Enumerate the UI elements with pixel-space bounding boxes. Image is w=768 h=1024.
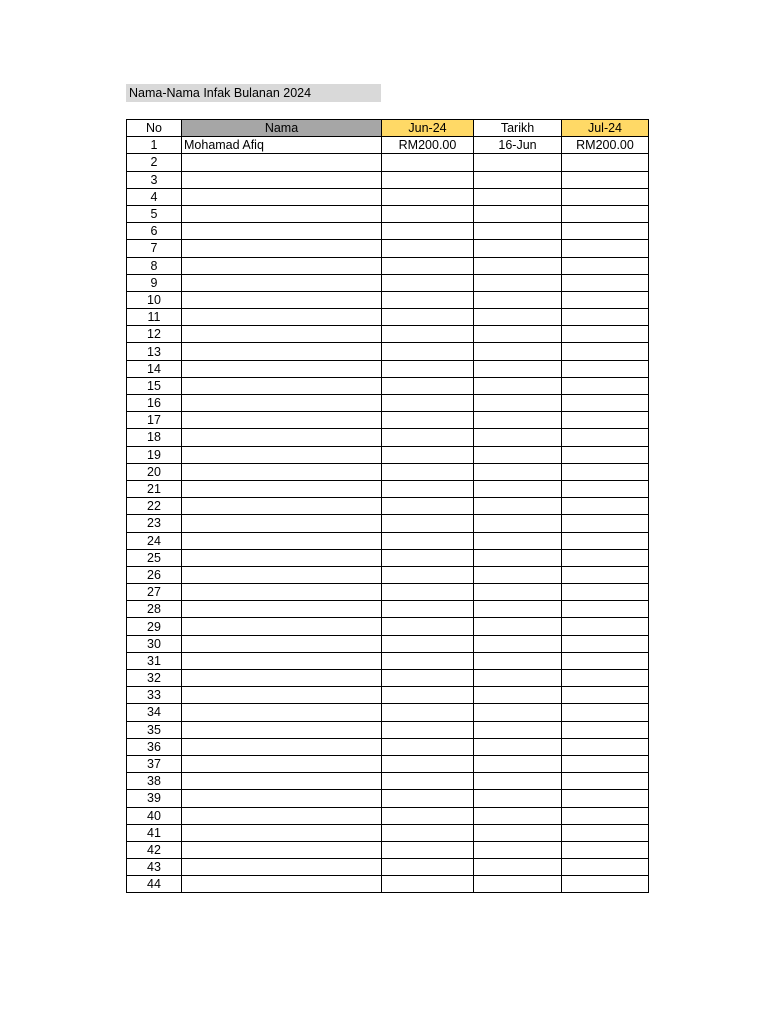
- table-row: [127, 463, 649, 480]
- table-row: [127, 807, 649, 824]
- cell-nama[interactable]: [182, 343, 382, 360]
- cell-jul-24[interactable]: [562, 601, 649, 618]
- cell-jul-24[interactable]: RM200.00: [562, 137, 649, 154]
- cell-no[interactable]: 42: [127, 841, 182, 858]
- table-row: [127, 257, 649, 274]
- cell-jun-24[interactable]: [382, 257, 474, 274]
- cell-jun-24[interactable]: [382, 790, 474, 807]
- cell-jul-24[interactable]: [562, 412, 649, 429]
- cell-jun-24[interactable]: [382, 205, 474, 222]
- cell-tarikh[interactable]: [474, 670, 562, 687]
- cell-jul-24[interactable]: [562, 274, 649, 291]
- sheet-title: Nama-Nama Infak Bulanan 2024: [126, 84, 381, 102]
- cell-jul-24[interactable]: [562, 205, 649, 222]
- cell-tarikh[interactable]: [474, 274, 562, 291]
- cell-tarikh[interactable]: [474, 566, 562, 583]
- cell-nama[interactable]: [182, 738, 382, 755]
- cell-jun-24[interactable]: [382, 601, 474, 618]
- cell-jun-24[interactable]: [382, 704, 474, 721]
- table-row: [127, 412, 649, 429]
- cell-no[interactable]: 15: [127, 377, 182, 394]
- cell-no[interactable]: 22: [127, 498, 182, 515]
- cell-jul-24[interactable]: [562, 395, 649, 412]
- cell-nama[interactable]: [182, 876, 382, 893]
- cell-jun-24[interactable]: [382, 223, 474, 240]
- cell-no[interactable]: 24: [127, 532, 182, 549]
- cell-jun-24[interactable]: [382, 584, 474, 601]
- cell-no[interactable]: 23: [127, 515, 182, 532]
- header-jun-24[interactable]: Jun-24: [382, 120, 474, 137]
- cell-no[interactable]: 5: [127, 205, 182, 222]
- cell-tarikh[interactable]: [474, 205, 562, 222]
- table-row: [127, 549, 649, 566]
- cell-jun-24[interactable]: [382, 343, 474, 360]
- header-tarikh[interactable]: Tarikh: [474, 120, 562, 137]
- cell-nama[interactable]: [182, 240, 382, 257]
- cell-no[interactable]: 12: [127, 326, 182, 343]
- cell-nama[interactable]: [182, 841, 382, 858]
- cell-jul-24[interactable]: [562, 360, 649, 377]
- cell-nama[interactable]: [182, 309, 382, 326]
- cell-jun-24[interactable]: [382, 670, 474, 687]
- cell-tarikh[interactable]: [474, 309, 562, 326]
- cell-jun-24[interactable]: [382, 274, 474, 291]
- cell-no[interactable]: 34: [127, 704, 182, 721]
- cell-jun-24[interactable]: [382, 549, 474, 566]
- cell-tarikh[interactable]: [474, 721, 562, 738]
- cell-jul-24[interactable]: [562, 223, 649, 240]
- cell-jul-24[interactable]: [562, 240, 649, 257]
- cell-nama[interactable]: [182, 205, 382, 222]
- cell-tarikh[interactable]: [474, 807, 562, 824]
- cell-tarikh[interactable]: [474, 790, 562, 807]
- cell-tarikh[interactable]: [474, 549, 562, 566]
- cell-tarikh[interactable]: [474, 257, 562, 274]
- cell-nama[interactable]: [182, 326, 382, 343]
- cell-tarikh[interactable]: [474, 326, 562, 343]
- cell-no[interactable]: 35: [127, 721, 182, 738]
- cell-nama[interactable]: [182, 773, 382, 790]
- cell-no[interactable]: 1: [127, 137, 182, 154]
- cell-jul-24[interactable]: [562, 670, 649, 687]
- cell-jun-24[interactable]: [382, 824, 474, 841]
- cell-jul-24[interactable]: [562, 446, 649, 463]
- cell-jul-24[interactable]: [562, 309, 649, 326]
- cell-no[interactable]: 20: [127, 463, 182, 480]
- cell-tarikh[interactable]: [474, 859, 562, 876]
- cell-no[interactable]: 13: [127, 343, 182, 360]
- cell-jun-24[interactable]: [382, 171, 474, 188]
- cell-nama[interactable]: [182, 498, 382, 515]
- cell-jun-24[interactable]: [382, 395, 474, 412]
- cell-jun-24[interactable]: [382, 291, 474, 308]
- cell-no[interactable]: 18: [127, 429, 182, 446]
- cell-jul-24[interactable]: [562, 257, 649, 274]
- cell-no[interactable]: 32: [127, 670, 182, 687]
- table-row: [127, 137, 649, 154]
- cell-nama[interactable]: [182, 154, 382, 171]
- cell-jul-24[interactable]: [562, 429, 649, 446]
- table-row: [127, 790, 649, 807]
- cell-nama[interactable]: [182, 755, 382, 772]
- cell-jul-24[interactable]: [562, 859, 649, 876]
- table-row: [127, 274, 649, 291]
- cell-jun-24[interactable]: [382, 807, 474, 824]
- cell-tarikh[interactable]: [474, 532, 562, 549]
- cell-jun-24[interactable]: [382, 360, 474, 377]
- cell-tarikh[interactable]: [474, 188, 562, 205]
- cell-jun-24[interactable]: [382, 635, 474, 652]
- cell-no[interactable]: 8: [127, 257, 182, 274]
- table-row: [127, 876, 649, 893]
- cell-jul-24[interactable]: [562, 532, 649, 549]
- cell-nama[interactable]: [182, 790, 382, 807]
- cell-jun-24[interactable]: [382, 240, 474, 257]
- cell-no[interactable]: 33: [127, 687, 182, 704]
- table-row: [127, 480, 649, 497]
- cell-no[interactable]: 43: [127, 859, 182, 876]
- cell-no[interactable]: 10: [127, 291, 182, 308]
- cell-nama[interactable]: [182, 704, 382, 721]
- header-row: [127, 120, 649, 137]
- cell-jul-24[interactable]: [562, 549, 649, 566]
- cell-jun-24[interactable]: [382, 618, 474, 635]
- table-row: [127, 360, 649, 377]
- cell-tarikh[interactable]: [474, 635, 562, 652]
- cell-nama[interactable]: [182, 549, 382, 566]
- cell-nama[interactable]: [182, 721, 382, 738]
- cell-jul-24[interactable]: [562, 721, 649, 738]
- table-row: [127, 154, 649, 171]
- cell-tarikh[interactable]: [474, 687, 562, 704]
- cell-no[interactable]: 16: [127, 395, 182, 412]
- table-row: [127, 670, 649, 687]
- cell-tarikh[interactable]: [474, 223, 562, 240]
- cell-nama[interactable]: [182, 412, 382, 429]
- cell-nama[interactable]: [182, 584, 382, 601]
- cell-jul-24[interactable]: [562, 463, 649, 480]
- cell-tarikh[interactable]: [474, 824, 562, 841]
- table-row: [127, 291, 649, 308]
- cell-no[interactable]: 7: [127, 240, 182, 257]
- cell-jul-24[interactable]: [562, 876, 649, 893]
- cell-no[interactable]: 38: [127, 773, 182, 790]
- table-row: [127, 859, 649, 876]
- cell-tarikh[interactable]: [474, 429, 562, 446]
- cell-no[interactable]: 21: [127, 480, 182, 497]
- table-row: [127, 188, 649, 205]
- cell-no[interactable]: 9: [127, 274, 182, 291]
- cell-nama[interactable]: [182, 515, 382, 532]
- cell-tarikh[interactable]: [474, 755, 562, 772]
- cell-nama[interactable]: [182, 429, 382, 446]
- cell-nama[interactable]: [182, 463, 382, 480]
- cell-jul-24[interactable]: [562, 738, 649, 755]
- cell-jun-24[interactable]: [382, 412, 474, 429]
- cell-nama[interactable]: [182, 807, 382, 824]
- cell-jun-24[interactable]: [382, 876, 474, 893]
- cell-jul-24[interactable]: [562, 841, 649, 858]
- cell-nama[interactable]: [182, 291, 382, 308]
- cell-nama[interactable]: [182, 480, 382, 497]
- cell-tarikh[interactable]: [474, 773, 562, 790]
- cell-jul-24[interactable]: [562, 790, 649, 807]
- table-row: [127, 566, 649, 583]
- cell-nama[interactable]: [182, 824, 382, 841]
- cell-jul-24[interactable]: [562, 807, 649, 824]
- cell-no[interactable]: 29: [127, 618, 182, 635]
- cell-tarikh[interactable]: [474, 601, 562, 618]
- cell-tarikh[interactable]: [474, 291, 562, 308]
- table-body: [127, 137, 649, 893]
- cell-nama[interactable]: [182, 188, 382, 205]
- table-row: [127, 309, 649, 326]
- cell-tarikh[interactable]: [474, 446, 562, 463]
- cell-no[interactable]: 17: [127, 412, 182, 429]
- table-row: [127, 343, 649, 360]
- cell-no[interactable]: 40: [127, 807, 182, 824]
- cell-no[interactable]: 30: [127, 635, 182, 652]
- cell-tarikh[interactable]: [474, 618, 562, 635]
- cell-jul-24[interactable]: [562, 377, 649, 394]
- cell-nama[interactable]: [182, 532, 382, 549]
- cell-jun-24[interactable]: [382, 309, 474, 326]
- cell-jul-24[interactable]: [562, 498, 649, 515]
- cell-no[interactable]: 6: [127, 223, 182, 240]
- cell-jul-24[interactable]: [562, 584, 649, 601]
- cell-no[interactable]: 11: [127, 309, 182, 326]
- cell-jul-24[interactable]: [562, 687, 649, 704]
- cell-jun-24[interactable]: [382, 721, 474, 738]
- table-row: [127, 498, 649, 515]
- cell-jun-24[interactable]: [382, 326, 474, 343]
- table-row: [127, 618, 649, 635]
- table-row: [127, 240, 649, 257]
- table-row: [127, 223, 649, 240]
- cell-nama[interactable]: [182, 377, 382, 394]
- cell-no[interactable]: 27: [127, 584, 182, 601]
- cell-jun-24[interactable]: [382, 377, 474, 394]
- table-row: [127, 446, 649, 463]
- cell-jul-24[interactable]: [562, 824, 649, 841]
- cell-jun-24[interactable]: [382, 687, 474, 704]
- cell-jun-24[interactable]: [382, 154, 474, 171]
- table-row: [127, 721, 649, 738]
- cell-no[interactable]: 28: [127, 601, 182, 618]
- table-row: [127, 601, 649, 618]
- table-row: [127, 171, 649, 188]
- table-row: [127, 205, 649, 222]
- cell-tarikh[interactable]: [474, 377, 562, 394]
- table-row: [127, 652, 649, 669]
- cell-tarikh[interactable]: [474, 480, 562, 497]
- cell-jul-24[interactable]: [562, 171, 649, 188]
- cell-jun-24[interactable]: [382, 755, 474, 772]
- cell-no[interactable]: 31: [127, 652, 182, 669]
- table-row: [127, 429, 649, 446]
- table-row: [127, 584, 649, 601]
- cell-tarikh[interactable]: [474, 360, 562, 377]
- table-row: [127, 532, 649, 549]
- cell-nama[interactable]: [182, 652, 382, 669]
- header-nama[interactable]: Nama: [182, 120, 382, 137]
- table-row: [127, 377, 649, 394]
- cell-jun-24[interactable]: [382, 446, 474, 463]
- cell-tarikh[interactable]: [474, 171, 562, 188]
- cell-tarikh[interactable]: [474, 652, 562, 669]
- cell-jun-24[interactable]: [382, 498, 474, 515]
- cell-jul-24[interactable]: [562, 566, 649, 583]
- cell-tarikh[interactable]: [474, 876, 562, 893]
- cell-jul-24[interactable]: [562, 154, 649, 171]
- cell-jul-24[interactable]: [562, 188, 649, 205]
- cell-no[interactable]: 2: [127, 154, 182, 171]
- cell-no[interactable]: 41: [127, 824, 182, 841]
- cell-nama[interactable]: [182, 635, 382, 652]
- cell-jun-24[interactable]: [382, 188, 474, 205]
- cell-no[interactable]: 25: [127, 549, 182, 566]
- cell-nama[interactable]: [182, 618, 382, 635]
- table-row: [127, 687, 649, 704]
- table-row: [127, 515, 649, 532]
- cell-nama[interactable]: [182, 687, 382, 704]
- cell-tarikh[interactable]: [474, 738, 562, 755]
- cell-tarikh[interactable]: [474, 343, 562, 360]
- cell-jul-24[interactable]: [562, 515, 649, 532]
- cell-jun-24[interactable]: [382, 566, 474, 583]
- cell-jun-24[interactable]: [382, 859, 474, 876]
- cell-jul-24[interactable]: [562, 326, 649, 343]
- cell-tarikh[interactable]: [474, 412, 562, 429]
- cell-jun-24[interactable]: [382, 773, 474, 790]
- cell-nama[interactable]: [182, 360, 382, 377]
- cell-no[interactable]: 4: [127, 188, 182, 205]
- table-row: [127, 824, 649, 841]
- cell-nama[interactable]: Mohamad Afiq: [182, 137, 382, 154]
- table-row: [127, 738, 649, 755]
- cell-jul-24[interactable]: [562, 343, 649, 360]
- cell-nama[interactable]: [182, 859, 382, 876]
- header-no[interactable]: No: [127, 120, 182, 137]
- cell-nama[interactable]: [182, 446, 382, 463]
- cell-tarikh[interactable]: [474, 584, 562, 601]
- cell-jul-24[interactable]: [562, 652, 649, 669]
- cell-jun-24[interactable]: [382, 429, 474, 446]
- cell-tarikh[interactable]: [474, 240, 562, 257]
- cell-jun-24[interactable]: [382, 515, 474, 532]
- cell-no[interactable]: 3: [127, 171, 182, 188]
- cell-nama[interactable]: [182, 223, 382, 240]
- cell-jun-24[interactable]: [382, 841, 474, 858]
- cell-jul-24[interactable]: [562, 618, 649, 635]
- cell-nama[interactable]: [182, 257, 382, 274]
- cell-jun-24[interactable]: [382, 652, 474, 669]
- cell-jul-24[interactable]: [562, 291, 649, 308]
- cell-tarikh[interactable]: [474, 154, 562, 171]
- cell-nama[interactable]: [182, 566, 382, 583]
- cell-jun-24[interactable]: [382, 463, 474, 480]
- cell-tarikh[interactable]: 16-Jun: [474, 137, 562, 154]
- cell-nama[interactable]: [182, 395, 382, 412]
- table-row: [127, 773, 649, 790]
- cell-no[interactable]: 39: [127, 790, 182, 807]
- header-jul-24[interactable]: Jul-24: [562, 120, 649, 137]
- cell-tarikh[interactable]: [474, 515, 562, 532]
- table-row: [127, 635, 649, 652]
- cell-jun-24[interactable]: [382, 738, 474, 755]
- cell-jul-24[interactable]: [562, 480, 649, 497]
- table-row: [127, 326, 649, 343]
- cell-nama[interactable]: [182, 274, 382, 291]
- cell-jun-24[interactable]: RM200.00: [382, 137, 474, 154]
- cell-tarikh[interactable]: [474, 498, 562, 515]
- cell-no[interactable]: 19: [127, 446, 182, 463]
- cell-no[interactable]: 14: [127, 360, 182, 377]
- table-row: [127, 395, 649, 412]
- table-row: [127, 755, 649, 772]
- cell-jun-24[interactable]: [382, 480, 474, 497]
- table-row: [127, 704, 649, 721]
- cell-nama[interactable]: [182, 670, 382, 687]
- cell-no[interactable]: 37: [127, 755, 182, 772]
- cell-jul-24[interactable]: [562, 704, 649, 721]
- cell-tarikh[interactable]: [474, 395, 562, 412]
- cell-tarikh[interactable]: [474, 463, 562, 480]
- cell-tarikh[interactable]: [474, 841, 562, 858]
- cell-tarikh[interactable]: [474, 704, 562, 721]
- cell-nama[interactable]: [182, 601, 382, 618]
- cell-jul-24[interactable]: [562, 635, 649, 652]
- cell-no[interactable]: 36: [127, 738, 182, 755]
- cell-no[interactable]: 44: [127, 876, 182, 893]
- cell-jul-24[interactable]: [562, 773, 649, 790]
- cell-no[interactable]: 26: [127, 566, 182, 583]
- cell-jul-24[interactable]: [562, 755, 649, 772]
- table-row: [127, 841, 649, 858]
- cell-nama[interactable]: [182, 171, 382, 188]
- cell-jun-24[interactable]: [382, 532, 474, 549]
- infak-table: [126, 119, 649, 893]
